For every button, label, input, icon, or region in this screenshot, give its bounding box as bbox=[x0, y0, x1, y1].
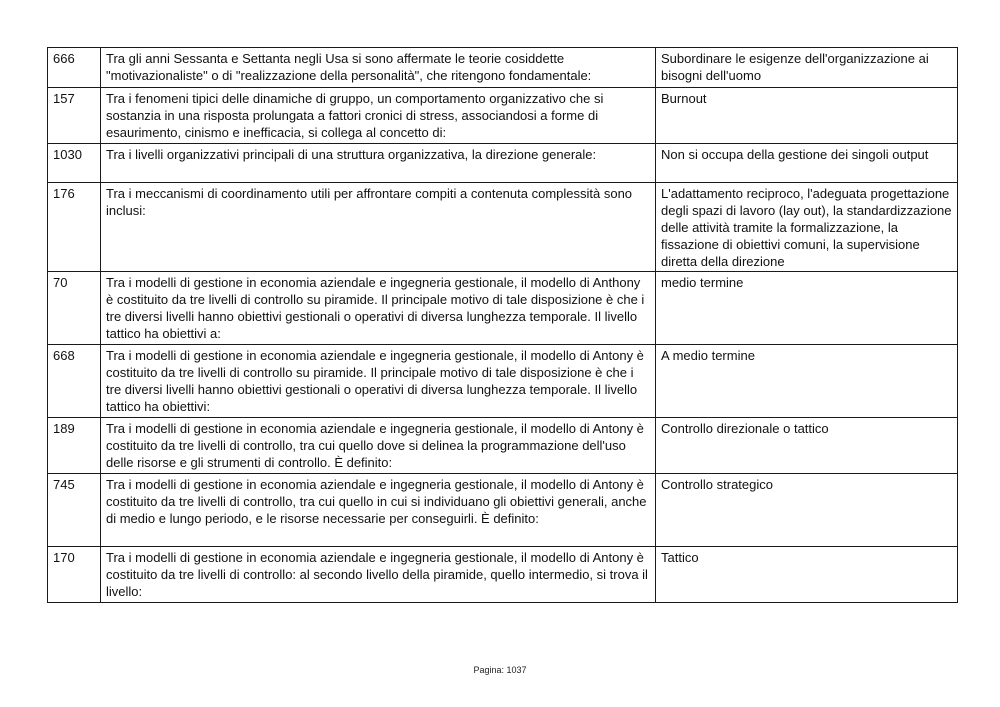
question-text: Tra i modelli di gestione in economia aziendale e ingegneria gestionale, il modello di Antony è costituito da tre livelli di controllo, tra cui quello dove si delinea la programmazione dell'uso delle risorse e gli strumenti di controllo. È definito: bbox=[101, 418, 656, 474]
question-text: Tra gli anni Sessanta e Settanta negli Usa si sono affermate le teorie cosiddette "motivazionaliste" o di "realizzazione della personalità", che ritengono fondamentale: bbox=[101, 48, 656, 88]
question-text: Tra i livelli organizzativi principali di una struttura organizzativa, la direzione generale: bbox=[101, 144, 656, 183]
question-id: 176 bbox=[48, 183, 101, 272]
question-text: Tra i modelli di gestione in economia aziendale e ingegneria gestionale, il modello di Anthony è costituito da tre livelli di controllo su piramide. Il principale motivo di tale disposizione è che i tre diversi livelli hanno obiettivi gestionali o operativi di diversa lunghezza temporale. Il livello tattico ha obiettivi a: bbox=[101, 272, 656, 345]
question-id: 745 bbox=[48, 474, 101, 547]
table-row bbox=[48, 345, 958, 418]
answer-text: A medio termine bbox=[656, 345, 958, 418]
question-table bbox=[47, 47, 958, 603]
answer-text: medio termine bbox=[656, 272, 958, 345]
question-id: 666 bbox=[48, 48, 101, 88]
answer-text: Burnout bbox=[656, 88, 958, 144]
table-row bbox=[48, 547, 958, 603]
table-row bbox=[48, 418, 958, 474]
page-number: Pagina: 1037 bbox=[473, 665, 527, 675]
answer-text: L'adattamento reciproco, l'adeguata progettazione degli spazi di lavoro (lay out), la standardizzazione delle attività tramite la formalizzazione, la fissazione di obiettivi comuni, la supervisione diretta della direzione bbox=[656, 183, 958, 272]
question-text: Tra i meccanismi di coordinamento utili per affrontare compiti a contenuta complessità sono inclusi: bbox=[101, 183, 656, 272]
question-id: 668 bbox=[48, 345, 101, 418]
question-id: 70 bbox=[48, 272, 101, 345]
table-row bbox=[48, 183, 958, 272]
question-id: 1030 bbox=[48, 144, 101, 183]
question-text: Tra i modelli di gestione in economia aziendale e ingegneria gestionale, il modello di Antony è costituito da tre livelli di controllo, tra cui quello in cui si individuano gli obiettivi generali, anche di medio e lungo periodo, e le risorse necessarie per conseguirli. È definito: bbox=[101, 474, 656, 547]
question-text: Tra i modelli di gestione in economia aziendale e ingegneria gestionale, il modello di Antony è costituito da tre livelli di controllo su piramide. Il principale motivo di tale disposizione è che i tre diversi livelli hanno obiettivi gestionali o operativi di diversa lunghezza temporale. Il livello tattico ha obiettivi: bbox=[101, 345, 656, 418]
answer-text: Controllo direzionale o tattico bbox=[656, 418, 958, 474]
table-row bbox=[48, 272, 958, 345]
answer-text: Controllo strategico bbox=[656, 474, 958, 547]
question-text: Tra i modelli di gestione in economia aziendale e ingegneria gestionale, il modello di Antony è costituito da tre livelli di controllo: al secondo livello della piramide, quello intermedio, si trova il livello: bbox=[101, 547, 656, 603]
table-row bbox=[48, 474, 958, 547]
table-row bbox=[48, 48, 958, 88]
question-id: 157 bbox=[48, 88, 101, 144]
question-id: 189 bbox=[48, 418, 101, 474]
question-id: 170 bbox=[48, 547, 101, 603]
answer-text: Subordinare le esigenze dell'organizzazione ai bisogni dell'uomo bbox=[656, 48, 958, 88]
table-row bbox=[48, 144, 958, 183]
table-row bbox=[48, 88, 958, 144]
question-text: Tra i fenomeni tipici delle dinamiche di gruppo, un comportamento organizzativo che si sostanzia in una risposta prolungata a fattori cronici di stress, associandosi a forme di esaurimento, cinismo e inefficacia, si collega al concetto di: bbox=[101, 88, 656, 144]
answer-text: Non si occupa della gestione dei singoli output bbox=[656, 144, 958, 183]
answer-text: Tattico bbox=[656, 547, 958, 603]
